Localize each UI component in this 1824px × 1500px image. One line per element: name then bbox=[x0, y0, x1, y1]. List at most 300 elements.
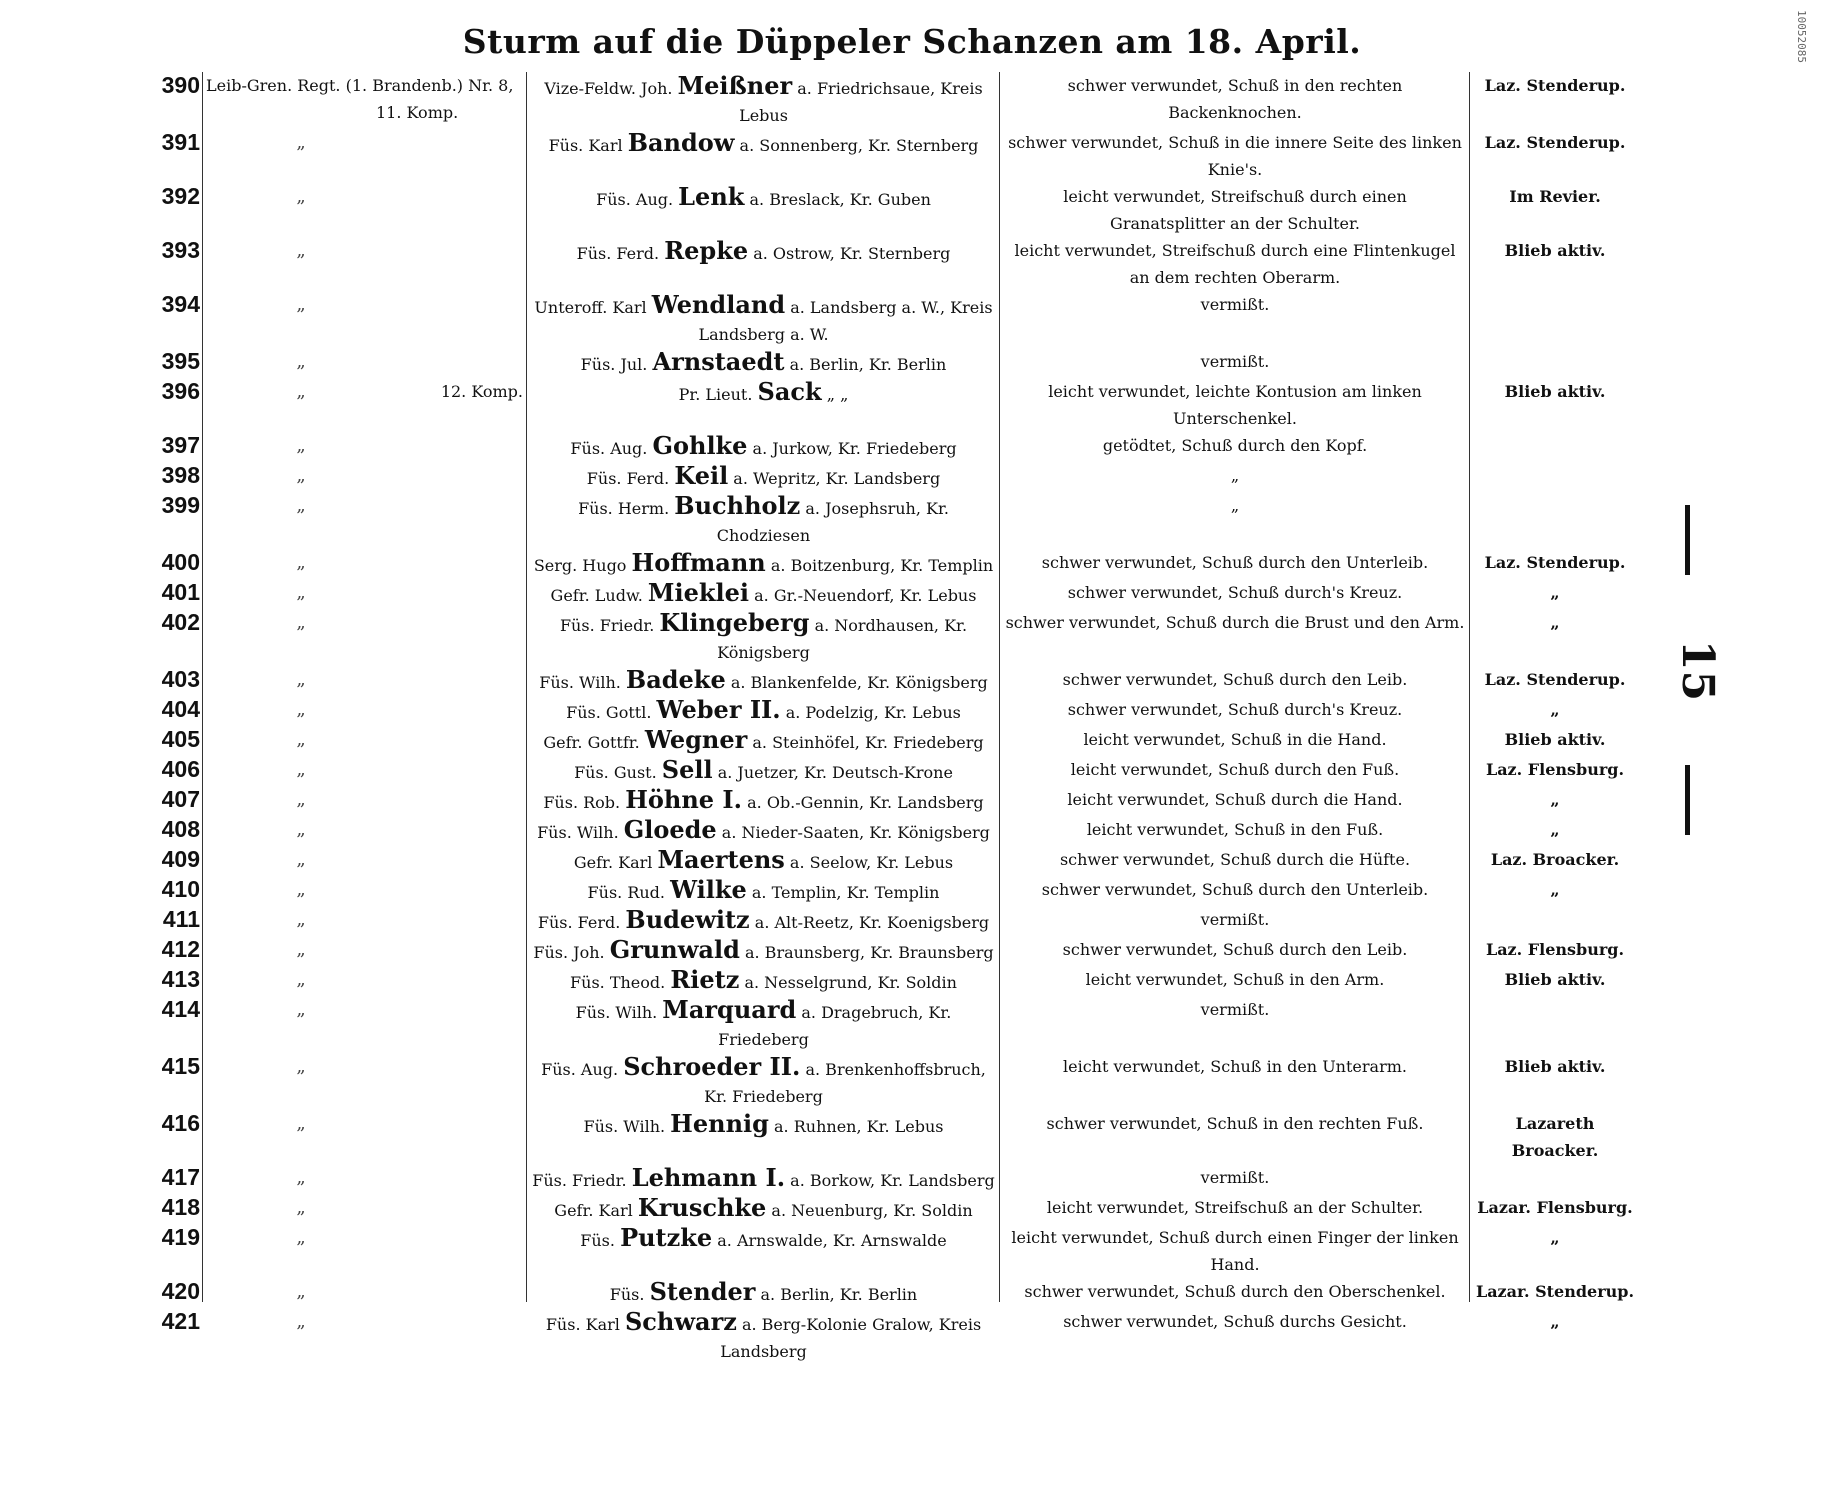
entry-number: 410 bbox=[161, 876, 200, 902]
rank-forename: Vize-Feldw. Joh. bbox=[544, 79, 673, 98]
status-cell: „ bbox=[1550, 700, 1560, 719]
table-row bbox=[150, 432, 1640, 462]
ditto-mark: „ bbox=[296, 612, 306, 633]
ditto-mark: „ bbox=[296, 879, 306, 900]
unit-cell bbox=[203, 378, 527, 405]
wound-cell: leicht verwundet, Schuß in den Arm. bbox=[1085, 970, 1385, 989]
rank-forename: Füs. bbox=[580, 1231, 615, 1250]
table-row bbox=[150, 696, 1640, 726]
name-cell bbox=[527, 609, 1000, 666]
entry-number: 415 bbox=[161, 1053, 200, 1079]
status-cell: Blieb aktiv. bbox=[1504, 1057, 1606, 1076]
surname: Kruschke bbox=[637, 1193, 767, 1222]
unit-cell bbox=[203, 1278, 527, 1305]
unit-cell bbox=[203, 816, 527, 843]
ditto-mark: „ bbox=[296, 1281, 306, 1302]
origin: a. Nesselgrund, Kr. Soldin bbox=[744, 973, 957, 992]
origin: a. Boitzenburg, Kr. Templin bbox=[770, 556, 994, 575]
name-cell bbox=[527, 183, 1000, 213]
origin: a. Breslack, Kr. Guben bbox=[749, 190, 931, 209]
margin-mark-top bbox=[1685, 505, 1690, 575]
rank-forename: Füs. bbox=[609, 1285, 645, 1304]
name-cell bbox=[527, 378, 1000, 408]
wound-cell: vermißt. bbox=[1200, 295, 1270, 314]
ditto-mark: „ bbox=[296, 969, 306, 990]
unit-cell bbox=[203, 906, 527, 933]
surname: Wegner bbox=[644, 725, 748, 754]
origin: a. Nordhausen, Kr. Königsberg bbox=[717, 616, 968, 662]
status-cell: Blieb aktiv. bbox=[1504, 382, 1606, 401]
name-cell bbox=[527, 726, 1000, 756]
origin: a. Ob.-Gennin, Kr. Landsberg bbox=[747, 793, 984, 812]
status-cell: „ bbox=[1550, 583, 1560, 602]
name-cell bbox=[527, 72, 1000, 129]
entry-number: 394 bbox=[161, 291, 200, 317]
name-cell bbox=[527, 816, 1000, 846]
surname: Gohlke bbox=[652, 431, 748, 460]
ditto-mark: „ bbox=[296, 294, 306, 315]
ditto-mark: „ bbox=[296, 465, 306, 486]
rank-forename: Füs. Friedr. bbox=[559, 616, 655, 635]
surname: Hoffmann bbox=[631, 548, 766, 577]
unit-cell bbox=[203, 786, 527, 813]
ditto-mark: „ bbox=[296, 759, 306, 780]
wound-cell: „ bbox=[1230, 466, 1240, 485]
entry-number: 390 bbox=[161, 72, 200, 98]
origin: a. Friedrichsaue, Kreis Lebus bbox=[739, 79, 983, 125]
unit-name: Leib-Gren. Regt. (1. Brandenb.) Nr. 8, bbox=[206, 76, 514, 95]
rank-forename: Füs. Ferd. bbox=[537, 913, 621, 932]
casualty-table bbox=[150, 72, 1640, 1365]
ditto-mark: „ bbox=[296, 669, 306, 690]
wound-cell: leicht verwundet, Schuß in den Fuß. bbox=[1086, 820, 1384, 839]
status-cell: Lazar. Flensburg. bbox=[1477, 1198, 1633, 1217]
ditto-mark: „ bbox=[296, 699, 306, 720]
rank-forename: Gefr. Gottfr. bbox=[543, 733, 640, 752]
entry-number: 420 bbox=[161, 1278, 200, 1304]
table-row bbox=[150, 579, 1640, 609]
surname: Höhne I. bbox=[625, 785, 743, 814]
entry-number: 407 bbox=[161, 786, 200, 812]
table-row bbox=[150, 237, 1640, 291]
wound-cell: leicht verwundet, Schuß in die Hand. bbox=[1083, 730, 1387, 749]
wound-cell: schwer verwundet, Schuß in die innere Seite des linken Knie's. bbox=[1008, 133, 1462, 179]
unit-cell bbox=[203, 696, 527, 723]
surname: Mieklei bbox=[647, 578, 750, 607]
origin: „ „ bbox=[826, 385, 849, 404]
page-number: 15 bbox=[1672, 639, 1724, 702]
rank-forename: Füs. Rob. bbox=[543, 793, 621, 812]
name-cell bbox=[527, 966, 1000, 996]
ditto-mark: „ bbox=[296, 552, 306, 573]
entry-number: 404 bbox=[161, 696, 200, 722]
origin: a. Borkow, Kr. Landsberg bbox=[790, 1171, 995, 1190]
table-row bbox=[150, 876, 1640, 906]
rank-forename: Füs. Joh. bbox=[533, 943, 605, 962]
ditto-mark: „ bbox=[296, 582, 306, 603]
status-cell: Laz. Flensburg. bbox=[1485, 940, 1625, 959]
rank-forename: Füs. Jul. bbox=[580, 355, 648, 374]
rank-forename: Füs. Rud. bbox=[587, 883, 665, 902]
wound-cell: leicht verwundet, Schuß durch einen Finger der linken Hand. bbox=[1011, 1228, 1459, 1274]
entry-number: 395 bbox=[161, 348, 200, 374]
origin: a. Templin, Kr. Templin bbox=[751, 883, 940, 902]
name-cell bbox=[527, 996, 1000, 1053]
ditto-mark: „ bbox=[296, 999, 306, 1020]
unit-cell bbox=[203, 1308, 527, 1335]
wound-cell: schwer verwundet, Schuß durch den Leib. bbox=[1062, 670, 1408, 689]
name-cell bbox=[527, 1053, 1000, 1110]
status-cell: Lazareth Broacker. bbox=[1511, 1114, 1599, 1160]
status-cell: „ bbox=[1550, 1228, 1560, 1247]
table-row bbox=[150, 996, 1640, 1053]
ditto-mark: „ bbox=[296, 351, 306, 372]
wound-cell: „ bbox=[1230, 496, 1240, 515]
origin: a. Jurkow, Kr. Friedeberg bbox=[752, 439, 957, 458]
unit-cell bbox=[203, 1110, 527, 1137]
wound-cell: schwer verwundet, Schuß durch den Oberschenkel. bbox=[1024, 1282, 1446, 1301]
entry-number: 398 bbox=[161, 462, 200, 488]
margin-mark-bottom bbox=[1685, 765, 1690, 835]
wound-cell: schwer verwundet, Schuß in den rechten Backenknochen. bbox=[1067, 76, 1403, 122]
rank-forename: Füs. Gust. bbox=[574, 763, 657, 782]
unit-cell bbox=[203, 549, 527, 576]
rank-forename: Füs. Aug. bbox=[570, 439, 648, 458]
ditto-mark: „ bbox=[296, 849, 306, 870]
surname: Klingeberg bbox=[659, 608, 810, 637]
name-cell bbox=[527, 936, 1000, 966]
ditto-mark: „ bbox=[296, 435, 306, 456]
unit-cell bbox=[203, 129, 527, 156]
status-cell: Laz. Stenderup. bbox=[1484, 76, 1626, 95]
table-row bbox=[150, 1224, 1640, 1278]
table-row bbox=[150, 291, 1640, 348]
ditto-mark: „ bbox=[296, 240, 306, 261]
surname: Schwarz bbox=[624, 1307, 737, 1336]
wound-cell: vermißt. bbox=[1200, 352, 1270, 371]
surname: Budewitz bbox=[625, 905, 750, 934]
name-cell bbox=[527, 462, 1000, 492]
surname: Rietz bbox=[670, 965, 740, 994]
surname: Wendland bbox=[651, 290, 786, 319]
rank-forename: Gefr. Karl bbox=[554, 1201, 633, 1220]
unit-cell bbox=[203, 348, 527, 375]
rank-forename: Füs. Aug. bbox=[541, 1060, 619, 1079]
surname: Gloede bbox=[623, 815, 717, 844]
status-cell: Im Revier. bbox=[1509, 187, 1601, 206]
status-cell: Laz. Broacker. bbox=[1490, 850, 1620, 869]
surname: Lenk bbox=[678, 182, 745, 211]
surname: Sell bbox=[661, 755, 713, 784]
rank-forename: Füs. Aug. bbox=[596, 190, 674, 209]
surname: Putzke bbox=[620, 1223, 713, 1252]
unit-cell bbox=[203, 183, 527, 210]
origin: a. Steinhöfel, Kr. Friedeberg bbox=[752, 733, 984, 752]
ditto-mark: „ bbox=[296, 1227, 306, 1248]
name-cell bbox=[527, 129, 1000, 159]
surname: Maertens bbox=[657, 845, 785, 874]
wound-cell: leicht verwundet, Streifschuß durch einen Granatsplitter an der Schulter. bbox=[1063, 187, 1407, 233]
wound-cell: schwer verwundet, Schuß durchs Gesicht. bbox=[1063, 1312, 1407, 1331]
wound-cell: leicht verwundet, Schuß in den Unterarm. bbox=[1063, 1057, 1407, 1076]
name-cell bbox=[527, 1224, 1000, 1254]
entry-number: 401 bbox=[161, 579, 200, 605]
unit-cell bbox=[203, 996, 527, 1023]
status-cell: „ bbox=[1550, 880, 1560, 899]
entry-number: 413 bbox=[161, 966, 200, 992]
rank-forename: Unteroff. Karl bbox=[534, 298, 647, 317]
entry-number: 409 bbox=[161, 846, 200, 872]
ditto-mark: „ bbox=[296, 729, 306, 750]
name-cell bbox=[527, 876, 1000, 906]
status-cell: Lazar. Stenderup. bbox=[1475, 1282, 1635, 1301]
ditto-mark: „ bbox=[296, 909, 306, 930]
unit-cell bbox=[203, 462, 527, 489]
wound-cell: schwer verwundet, Schuß durch's Kreuz. bbox=[1067, 700, 1403, 719]
surname: Hennig bbox=[670, 1109, 769, 1138]
origin: a. Seelow, Kr. Lebus bbox=[789, 853, 954, 872]
ditto-mark: „ bbox=[296, 186, 306, 207]
wound-cell: schwer verwundet, Schuß durch den Leib. bbox=[1062, 940, 1408, 959]
table-row bbox=[150, 348, 1640, 378]
origin: a. Berlin, Kr. Berlin bbox=[789, 355, 947, 374]
ditto-mark: „ bbox=[296, 939, 306, 960]
rank-forename: Füs. Gottl. bbox=[566, 703, 652, 722]
surname: Marquard bbox=[662, 995, 797, 1024]
rank-forename: Füs. Friedr. bbox=[532, 1171, 627, 1190]
name-cell bbox=[527, 1164, 1000, 1194]
wound-cell: leicht verwundet, Streifschuß durch eine Flintenkugel an dem rechten Oberarm. bbox=[1014, 241, 1456, 287]
ditto-mark: „ bbox=[296, 1311, 306, 1332]
entry-number: 405 bbox=[161, 726, 200, 752]
rank-forename: Füs. Karl bbox=[548, 136, 623, 155]
status-cell: Laz. Flensburg. bbox=[1485, 760, 1625, 779]
rank-forename: Pr. Lieut. bbox=[678, 385, 753, 404]
rank-forename: Füs. Wilh. bbox=[537, 823, 619, 842]
status-cell: „ bbox=[1550, 613, 1560, 632]
name-cell bbox=[527, 666, 1000, 696]
status-cell: Blieb aktiv. bbox=[1504, 730, 1606, 749]
name-cell bbox=[527, 1110, 1000, 1140]
unit-cell bbox=[203, 492, 527, 519]
origin: a. Arnswalde, Kr. Arnswalde bbox=[717, 1231, 947, 1250]
surname: Repke bbox=[664, 236, 749, 265]
table-row bbox=[150, 492, 1640, 549]
surname: Grunwald bbox=[609, 935, 740, 964]
entry-number: 417 bbox=[161, 1164, 200, 1190]
origin: a. Wepritz, Kr. Landsberg bbox=[733, 469, 941, 488]
wound-cell: vermißt. bbox=[1200, 1168, 1270, 1187]
unit-cell bbox=[203, 966, 527, 993]
wound-cell: schwer verwundet, Schuß durch die Hüfte. bbox=[1059, 850, 1411, 869]
entry-number: 400 bbox=[161, 549, 200, 575]
entry-number: 396 bbox=[161, 378, 200, 404]
rank-forename: Füs. Wilh. bbox=[575, 1003, 658, 1022]
table-row bbox=[150, 462, 1640, 492]
unit-cell bbox=[203, 291, 527, 318]
name-cell bbox=[527, 756, 1000, 786]
entry-number: 421 bbox=[161, 1308, 200, 1334]
surname: Buchholz bbox=[674, 491, 801, 520]
ditto-mark: „ bbox=[296, 381, 306, 402]
entry-number: 397 bbox=[161, 432, 200, 458]
table-row bbox=[150, 378, 1640, 432]
status-cell: „ bbox=[1550, 820, 1560, 839]
entry-number: 414 bbox=[161, 996, 200, 1022]
ditto-mark: „ bbox=[296, 132, 306, 153]
surname: Lehmann I. bbox=[631, 1163, 786, 1192]
origin: a. Berlin, Kr. Berlin bbox=[760, 1285, 918, 1304]
surname: Arnstaedt bbox=[652, 347, 785, 376]
name-cell bbox=[527, 906, 1000, 936]
table-row bbox=[150, 72, 1640, 129]
origin: a. Alt-Reetz, Kr. Koenigsberg bbox=[754, 913, 990, 932]
surname: Wilke bbox=[670, 875, 747, 904]
table-row bbox=[150, 549, 1640, 579]
table-row bbox=[150, 183, 1640, 237]
status-cell: Blieb aktiv. bbox=[1504, 970, 1606, 989]
entry-number: 402 bbox=[161, 609, 200, 635]
status-cell: „ bbox=[1550, 790, 1560, 809]
rank-forename: Füs. Ferd. bbox=[586, 469, 670, 488]
table-row bbox=[150, 966, 1640, 996]
surname: Stender bbox=[649, 1277, 756, 1306]
name-cell bbox=[527, 846, 1000, 876]
surname: Meißner bbox=[677, 71, 793, 100]
name-cell bbox=[527, 432, 1000, 462]
table-row bbox=[150, 609, 1640, 666]
surname: Sack bbox=[757, 377, 822, 406]
wound-cell: leicht verwundet, Schuß durch den Fuß. bbox=[1070, 760, 1400, 779]
origin: a. Brenkenhoffsbruch, Kr. Friedeberg bbox=[704, 1060, 986, 1106]
table-row bbox=[150, 906, 1640, 936]
name-cell bbox=[527, 237, 1000, 267]
entry-number: 412 bbox=[161, 936, 200, 962]
rank-forename: Füs. Herm. bbox=[578, 499, 670, 518]
table-row bbox=[150, 756, 1640, 786]
name-cell bbox=[527, 1194, 1000, 1224]
table-row bbox=[150, 666, 1640, 696]
unit-cell bbox=[203, 936, 527, 963]
table-row bbox=[150, 1278, 1640, 1308]
origin: a. Podelzig, Kr. Lebus bbox=[785, 703, 961, 722]
entry-number: 419 bbox=[161, 1224, 200, 1250]
unit-company: 12. Komp. bbox=[440, 382, 523, 401]
entry-number: 416 bbox=[161, 1110, 200, 1136]
name-cell bbox=[527, 579, 1000, 609]
table-row bbox=[150, 1308, 1640, 1365]
origin: a. Braunsberg, Kr. Braunsberg bbox=[744, 943, 994, 962]
archive-number: 10052085 bbox=[1795, 10, 1808, 63]
wound-cell: schwer verwundet, Schuß in den rechten Fuß. bbox=[1046, 1114, 1424, 1133]
origin: a. Neuenburg, Kr. Soldin bbox=[771, 1201, 973, 1220]
unit-cell bbox=[203, 876, 527, 903]
ditto-mark: „ bbox=[296, 1167, 306, 1188]
table-row bbox=[150, 726, 1640, 756]
wound-cell: leicht verwundet, Schuß durch die Hand. bbox=[1067, 790, 1403, 809]
unit-cell bbox=[203, 1164, 527, 1191]
wound-cell: schwer verwundet, Schuß durch die Brust und den Arm. bbox=[1005, 613, 1465, 632]
entry-number: 408 bbox=[161, 816, 200, 842]
entry-number: 393 bbox=[161, 237, 200, 263]
ditto-mark: „ bbox=[296, 819, 306, 840]
surname: Keil bbox=[674, 461, 729, 490]
unit-cell bbox=[203, 237, 527, 264]
status-cell: Laz. Stenderup. bbox=[1484, 553, 1626, 572]
origin: a. Josephsruh, Kr. Chodziesen bbox=[716, 499, 949, 545]
unit-company: 11. Komp. bbox=[376, 103, 459, 122]
rank-forename: Serg. Hugo bbox=[533, 556, 627, 575]
table-row bbox=[150, 816, 1640, 846]
wound-cell: schwer verwundet, Schuß durch den Unterleib. bbox=[1041, 880, 1429, 899]
name-cell bbox=[527, 492, 1000, 549]
rank-forename: Gefr. Karl bbox=[573, 853, 653, 872]
status-cell: Laz. Stenderup. bbox=[1484, 133, 1626, 152]
status-cell: Laz. Stenderup. bbox=[1484, 670, 1626, 689]
origin: a. Juetzer, Kr. Deutsch-Krone bbox=[717, 763, 953, 782]
name-cell bbox=[527, 1308, 1000, 1365]
origin: a. Dragebruch, Kr. Friedeberg bbox=[718, 1003, 952, 1049]
name-cell bbox=[527, 696, 1000, 726]
surname: Bandow bbox=[627, 128, 735, 157]
table-row bbox=[150, 846, 1640, 876]
wound-cell: leicht verwundet, leichte Kontusion am linken Unterschenkel. bbox=[1048, 382, 1422, 428]
page-title: Sturm auf die Düppeler Schanzen am 18. April. bbox=[462, 22, 1362, 61]
entry-number: 392 bbox=[161, 183, 200, 209]
table-row bbox=[150, 786, 1640, 816]
unit-cell bbox=[203, 432, 527, 459]
rank-forename: Füs. Karl bbox=[545, 1315, 620, 1334]
origin: a. Nieder-Saaten, Kr. Königsberg bbox=[721, 823, 990, 842]
ditto-mark: „ bbox=[296, 495, 306, 516]
entry-number: 391 bbox=[161, 129, 200, 155]
name-cell bbox=[527, 291, 1000, 348]
wound-cell: schwer verwundet, Schuß durch's Kreuz. bbox=[1067, 583, 1403, 602]
entry-number: 418 bbox=[161, 1194, 200, 1220]
unit-cell bbox=[203, 846, 527, 873]
origin: a. Landsberg a. W., Kreis Landsberg a. W. bbox=[698, 298, 993, 344]
name-cell bbox=[527, 549, 1000, 579]
wound-cell: schwer verwundet, Schuß durch den Unterleib. bbox=[1041, 553, 1429, 572]
wound-cell: leicht verwundet, Streifschuß an der Schulter. bbox=[1046, 1198, 1424, 1217]
table-row bbox=[150, 1110, 1640, 1164]
entry-number: 403 bbox=[161, 666, 200, 692]
unit-cell bbox=[203, 666, 527, 693]
origin: a. Gr.-Neuendorf, Kr. Lebus bbox=[754, 586, 977, 605]
table-row bbox=[150, 936, 1640, 966]
origin: a. Blankenfelde, Kr. Königsberg bbox=[730, 673, 988, 692]
unit-cell bbox=[203, 609, 527, 636]
unit-cell bbox=[203, 579, 527, 606]
ditto-mark: „ bbox=[296, 1056, 306, 1077]
surname: Schroeder II. bbox=[623, 1052, 801, 1081]
unit-cell bbox=[203, 726, 527, 753]
name-cell bbox=[527, 786, 1000, 816]
name-cell bbox=[527, 348, 1000, 378]
ditto-mark: „ bbox=[296, 1197, 306, 1218]
table-row bbox=[150, 1053, 1640, 1110]
status-cell: „ bbox=[1550, 1312, 1560, 1331]
unit-cell bbox=[203, 756, 527, 783]
wound-cell: getödtet, Schuß durch den Kopf. bbox=[1102, 436, 1368, 455]
unit-cell bbox=[203, 1224, 527, 1251]
table-row bbox=[150, 129, 1640, 183]
table-row bbox=[150, 1164, 1640, 1194]
unit-cell bbox=[203, 1194, 527, 1221]
entry-number: 399 bbox=[161, 492, 200, 518]
unit-cell bbox=[203, 1053, 527, 1080]
wound-cell: vermißt. bbox=[1200, 1000, 1270, 1019]
